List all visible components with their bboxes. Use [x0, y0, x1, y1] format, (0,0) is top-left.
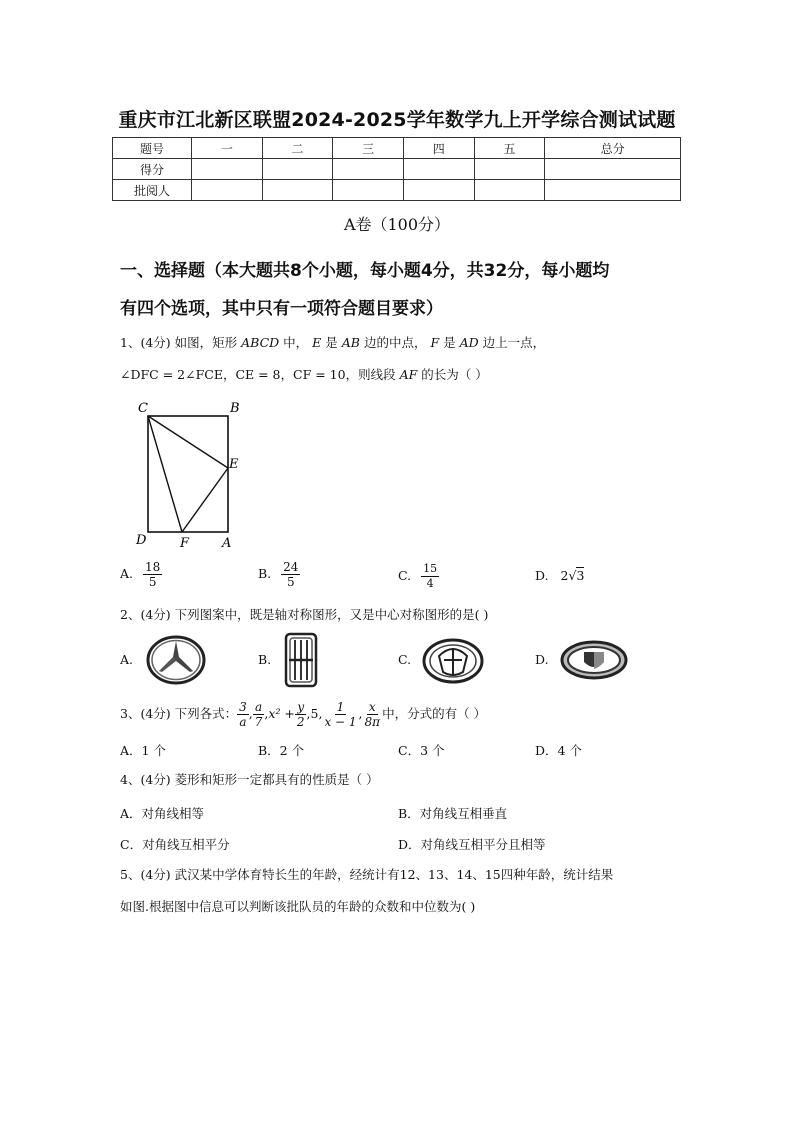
point-label-d: D [136, 533, 147, 548]
segment-fe [182, 468, 228, 532]
q1-line1 [120, 334, 545, 352]
segment-cf [148, 416, 182, 532]
section-heading-line2: 有四个选项，其中只有一项符合题目要求） [120, 299, 443, 319]
q2-option-c-label[interactable]: C. [398, 652, 412, 667]
numerator: a [255, 699, 263, 714]
q1-var: AF [399, 367, 418, 382]
denominator: a [239, 714, 247, 729]
q1-var: F [430, 335, 440, 350]
q1-figure [130, 396, 250, 550]
numerator: y [297, 699, 305, 714]
denominator: 5 [286, 575, 295, 589]
q1-text: ∠DFC = 2∠FCE，CE = 8，CF = 10，则线段 [120, 367, 396, 382]
star-emblem-logo-icon [146, 634, 206, 686]
expression: x² + [268, 706, 295, 721]
score-header-cell: 总分 [545, 138, 681, 159]
denominator: 8π [364, 714, 381, 729]
reviewer-row [113, 180, 681, 201]
q4-option-d[interactable]: D．对角线互相平分且相等 [398, 837, 546, 852]
paper-label: A卷（100分） [343, 215, 451, 234]
score-cell [545, 180, 681, 201]
q3-text: 3、(4分) 下列各式： [120, 706, 238, 721]
shield-oval-logo-icon [560, 640, 628, 680]
score-table [112, 137, 681, 201]
reviewer-row-label: 批阅人 [113, 180, 192, 201]
q4-text: 4、(4分) 菱形和矩形一定都具有的性质是（ ） [120, 772, 379, 787]
score-header-cell: 五 [474, 138, 545, 159]
score-cell [403, 159, 474, 180]
denominator: 5 [148, 575, 157, 589]
option-label: B. [258, 566, 272, 581]
q2-option-d-label[interactable]: D. [535, 652, 549, 667]
q1-text: 是 [325, 335, 338, 350]
numerator: 15 [423, 562, 438, 575]
score-cell [192, 159, 263, 180]
radicand: 3 [576, 568, 585, 583]
q1-var: E [312, 335, 322, 350]
score-cell [403, 180, 474, 201]
comma: , [264, 706, 269, 721]
score-cell [474, 159, 545, 180]
q3-option-c[interactable]: C．3 个 [398, 743, 445, 758]
shield-emblem-logo-icon [284, 632, 318, 688]
fraction [143, 560, 162, 589]
q1-text: 的长为（ ） [421, 367, 488, 382]
sqrt-sign: √ [568, 568, 577, 583]
q1-var: AD [459, 335, 479, 350]
q1-var: ABCD [241, 335, 280, 350]
q1-option-b[interactable] [258, 560, 300, 589]
numerator: 18 [145, 560, 161, 574]
denominator: 2 [296, 714, 305, 729]
option-label: A. [120, 566, 134, 581]
q2-option-a-label[interactable]: A. [120, 652, 134, 667]
q1-var: AB [341, 335, 360, 350]
fraction [253, 700, 265, 729]
option-label: C. [398, 568, 412, 583]
q3-text: 中，分式的有（ ） [382, 706, 487, 721]
q2-text: 2、(4分) 下列图案中，既是轴对称图形，又是中心对称图形的是( ) [120, 607, 489, 622]
q1-line2 [120, 366, 488, 384]
fraction [295, 700, 307, 729]
q4-option-a[interactable]: A．对角线相等 [120, 806, 205, 821]
page-title: 重庆市江北新区联盟2024-2025学年数学九上开学综合测试试题 [118, 109, 676, 131]
point-label-e: E [229, 457, 239, 472]
numerator: x [368, 699, 376, 714]
rectangle-abcd [148, 416, 228, 532]
fraction [421, 562, 439, 591]
q4-option-c[interactable]: C．对角线互相平分 [120, 837, 230, 852]
score-cell [262, 159, 333, 180]
comma: , [248, 706, 253, 721]
score-cell [474, 180, 545, 201]
q1-option-a[interactable] [120, 560, 162, 589]
score-row [113, 159, 681, 180]
score-header-cell: 题号 [113, 138, 192, 159]
score-table-header-row [113, 138, 681, 159]
q1-text: 中， [283, 335, 309, 350]
score-header-cell: 三 [333, 138, 404, 159]
q1-text: 边上一点， [482, 335, 546, 350]
point-label-b: B [230, 401, 240, 416]
point-label-f: F [180, 536, 190, 550]
q2-option-b-label[interactable]: B. [258, 652, 272, 667]
numerator: 3 [239, 699, 247, 714]
segment-ce [148, 416, 228, 468]
score-header-cell: 一 [192, 138, 263, 159]
q5-line1: 5、(4分) 武汉某中学体育特长生的年龄，经统计有12、13、14、15四种年龄，统计结果 [120, 867, 614, 882]
score-header-cell: 二 [262, 138, 333, 159]
q3-option-a[interactable]: A．1 个 [120, 743, 166, 758]
fraction [281, 560, 300, 589]
oval-emblem-logo-icon [422, 638, 484, 684]
numerator: 1 [336, 699, 345, 714]
q1-option-c[interactable] [398, 562, 439, 591]
point-label-c: C [138, 401, 148, 416]
fraction [322, 700, 358, 729]
q3-option-d[interactable]: D．4 个 [535, 743, 582, 758]
numerator: 24 [283, 560, 299, 574]
score-cell [262, 180, 333, 201]
point-label-a: A [222, 536, 232, 550]
score-cell [545, 159, 681, 180]
fraction [363, 700, 383, 729]
q1-option-d[interactable] [535, 568, 584, 583]
expression: ,5, [306, 706, 323, 721]
option-label: D. [535, 568, 549, 583]
q5-line2: 如图.根据图中信息可以判断该批队员的年龄的众数和中位数为( ) [120, 899, 476, 914]
score-cell [333, 159, 404, 180]
q3-option-b[interactable]: B．2 个 [258, 743, 305, 758]
coefficient: 2 [560, 568, 569, 583]
denominator: 4 [426, 577, 434, 590]
q1-text: 是 [443, 335, 456, 350]
score-header-cell: 四 [403, 138, 474, 159]
q1-text: 边的中点， [363, 335, 427, 350]
score-row-label: 得分 [113, 159, 192, 180]
q3-line [120, 694, 486, 734]
denominator: 7 [254, 714, 263, 729]
denominator: x − 1 [324, 714, 357, 729]
fraction [237, 700, 249, 729]
q4-option-b[interactable]: B．对角线互相垂直 [398, 806, 508, 821]
score-cell [333, 180, 404, 201]
comma: , [358, 706, 363, 721]
section-heading-line1: 一、选择题（本大题共8个小题，每小题4分，共32分，每小题均 [120, 261, 610, 281]
score-cell [192, 180, 263, 201]
q1-text: 1、(4分) 如图，矩形 [120, 335, 238, 350]
